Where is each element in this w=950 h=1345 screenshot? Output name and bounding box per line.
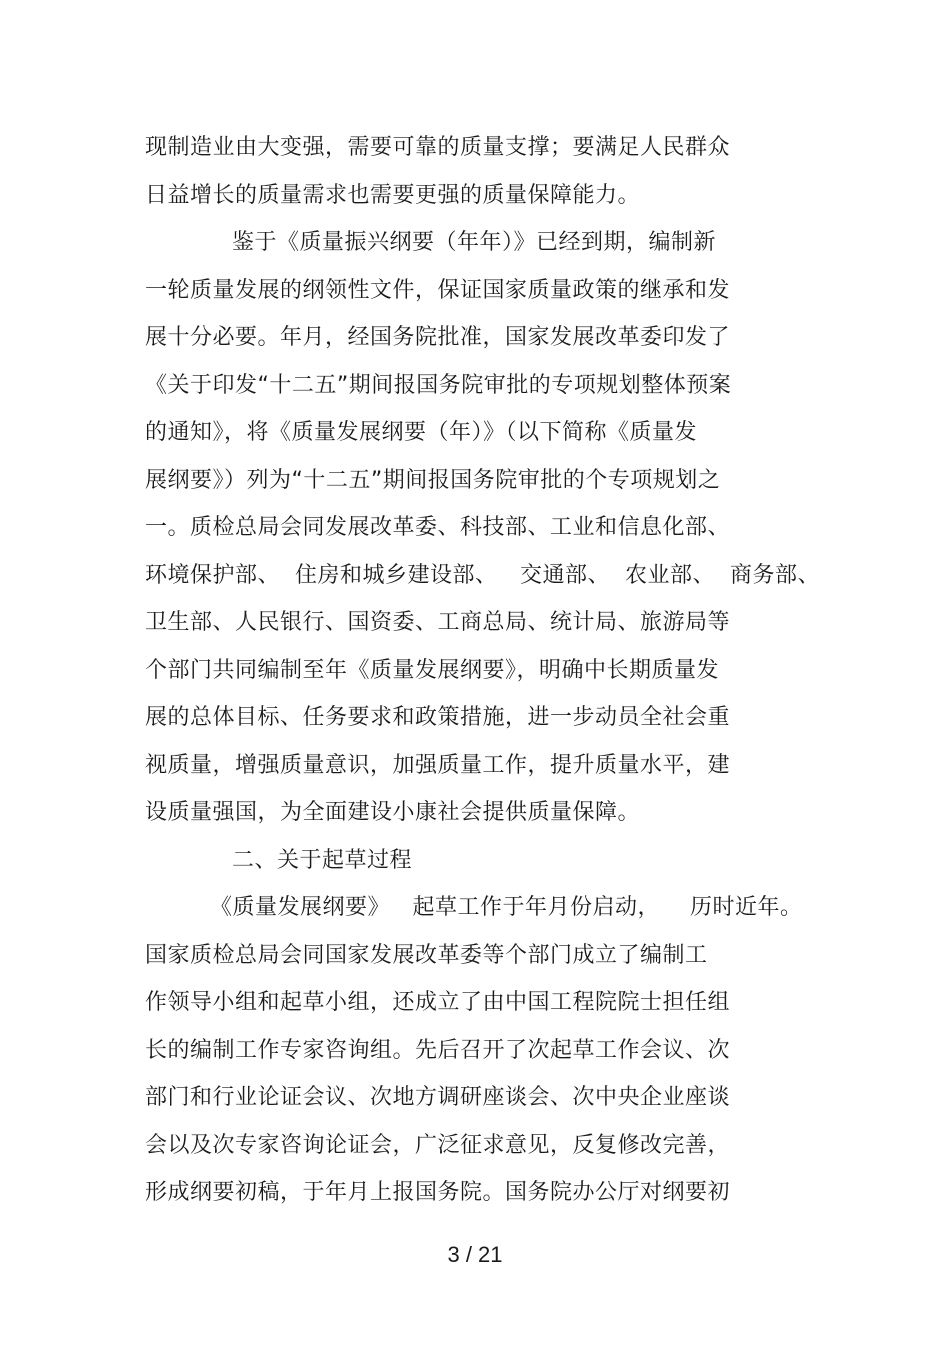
paragraph-line: 环境保护部、 住房和城乡建设部、 交通部、 农业部、 商务部、 — [145, 563, 820, 588]
paragraph-line: 展的总体目标、任务要求和政策措施，进一步动员全社会重 — [145, 705, 731, 730]
section-heading: 二、关于起草过程 — [232, 848, 413, 873]
paragraph-line: 个部门共同编制至年《质量发展纲要》，明确中长期质量发 — [145, 658, 720, 683]
paragraph-line: 视质量，增强质量意识，加强质量工作，提升质量水平，建 — [145, 753, 731, 778]
paragraph-line: 《关于印发“十二五”期间报国务院审批的专项规划整体预案 — [145, 373, 732, 398]
paragraph-line: 国家质检总局会同国家发展改革委等个部门成立了编制工 — [145, 943, 708, 968]
paragraph-line: 展十分必要。年月，经国务院批准，国家发展改革委印发了 — [145, 325, 731, 350]
paragraph-line: 作领导小组和起草小组，还成立了由中国工程院院士担任组 — [145, 990, 731, 1015]
page-number: 3 / 21 — [447, 1242, 503, 1267]
paragraph-line: 卫生部、人民银行、国资委、工商总局、统计局、旅游局等 — [145, 610, 731, 635]
paragraph-line: 部门和行业论证会议、次地方调研座谈会、次中央企业座谈 — [145, 1085, 731, 1110]
paragraph-line: 设质量强国，为全面建设小康社会提供质量保障。 — [145, 800, 641, 825]
paragraph-line: 的通知》，将《质量发展纲要（年）》（以下简称《质量发 — [145, 420, 698, 445]
paragraph-line: 展纲要》）列为“十二五”期间报国务院审批的个专项规划之 — [145, 468, 721, 493]
paragraph-line: 长的编制工作专家咨询组。先后召开了次起草工作会议、次 — [145, 1038, 731, 1063]
paragraph-line: 《质量发展纲要》 起草工作于年月份启动， 历时近年。 — [210, 895, 803, 920]
paragraph-line: 一。质检总局会同发展改革委、科技部、工业和信息化部、 — [145, 515, 731, 540]
paragraph-line: 日益增长的质量需求也需要更强的质量保障能力。 — [145, 183, 641, 208]
paragraph-line: 会以及次专家咨询论证会，广泛征求意见，反复修改完善， — [145, 1133, 731, 1158]
paragraph-line: 鉴于《质量振兴纲要（年年）》已经到期，编制新 — [232, 230, 717, 255]
paragraph-line: 一轮质量发展的纲领性文件，保证国家质量政策的继承和发 — [145, 278, 731, 303]
paragraph-line: 形成纲要初稿，于年月上报国务院。国务院办公厅对纲要初 — [145, 1180, 731, 1205]
paragraph-line: 现制造业由大变强，需要可靠的质量支撑；要满足人民群众 — [145, 135, 731, 160]
